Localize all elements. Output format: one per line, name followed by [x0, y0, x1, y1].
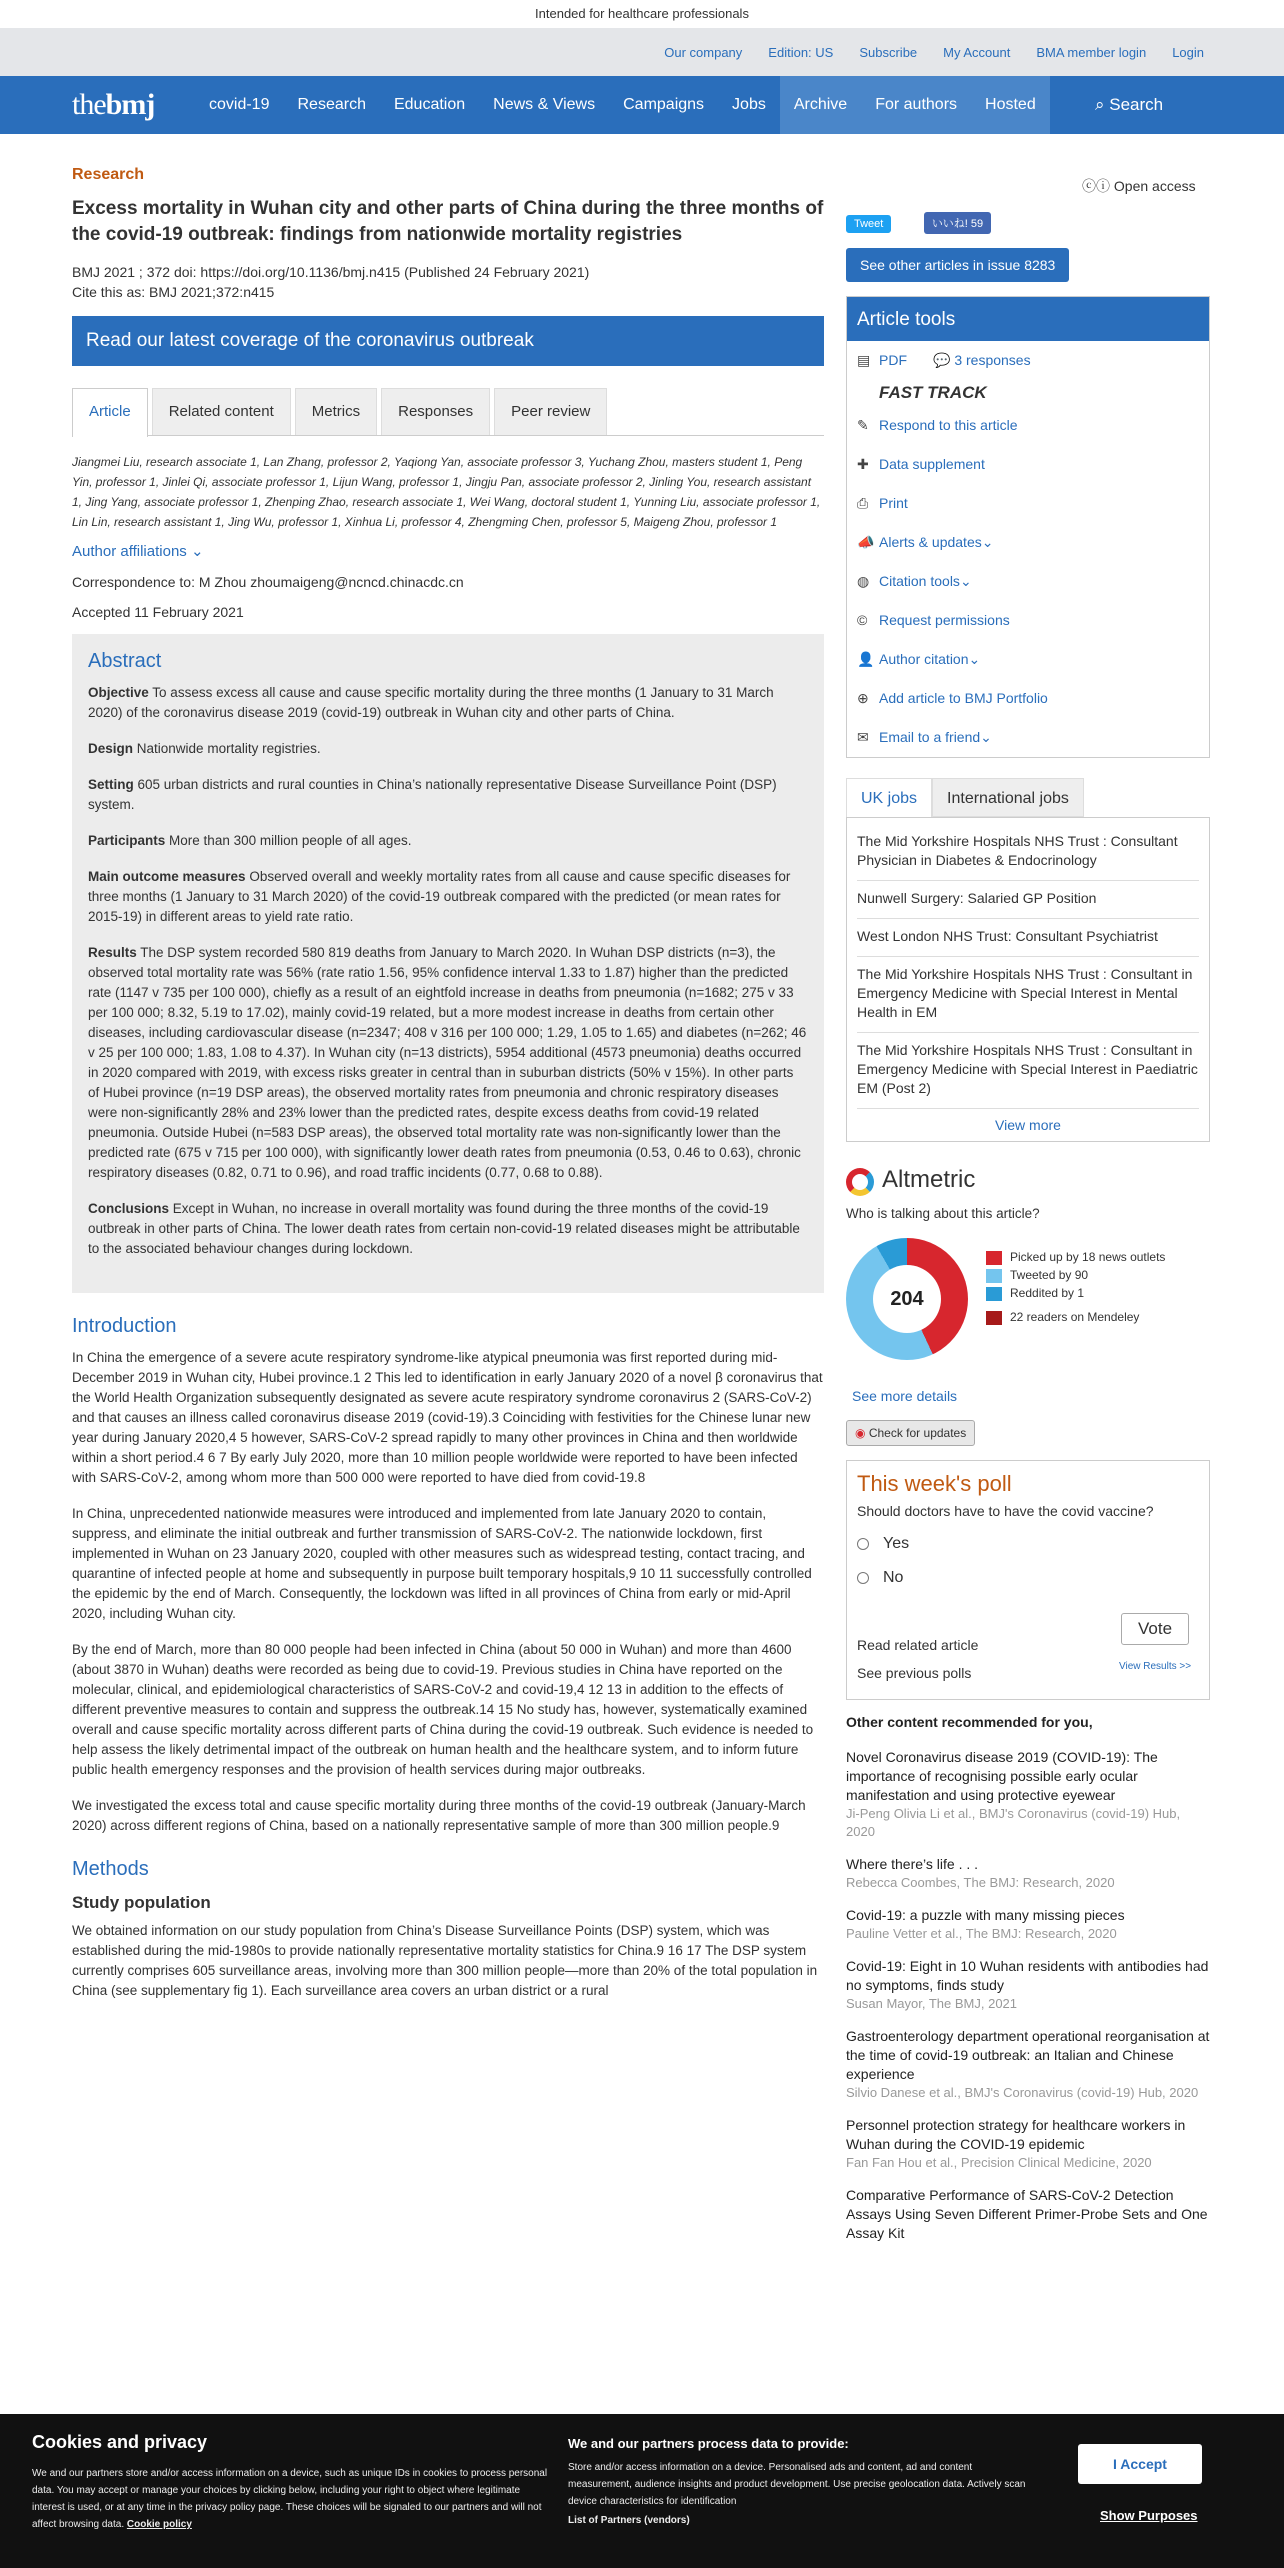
recommended-source: Susan Mayor, The BMJ, 2021 — [846, 1996, 1018, 2011]
recommended-content — [846, 1714, 1210, 2243]
altmetric-widget — [846, 1166, 1210, 1416]
methods-heading: Methods — [72, 1858, 149, 1880]
abstract-box — [72, 634, 824, 1293]
abstract-participants — [88, 831, 808, 851]
abstract-text: 605 urban districts and rural counties in China’s nationally representative Disease Surveillance Point (DSP) system. — [88, 777, 777, 812]
nav-item-news-views[interactable]: News & Views — [493, 96, 596, 113]
altmetric-question: Who is talking about this article? — [846, 1206, 1040, 1221]
recommended-item[interactable] — [846, 2186, 1210, 2243]
recommended-title[interactable]: Where there’s life . . . — [846, 1856, 979, 1872]
poll-option-yes[interactable] — [857, 1535, 1199, 1553]
facebook-like-button[interactable]: いいね! 59 — [924, 212, 991, 234]
abstract-text: More than 300 million people of all ages. — [169, 833, 412, 848]
tool-email-to-a-friend[interactable] — [847, 718, 1209, 757]
coverage-banner[interactable]: Read our latest coverage of the coronavirus outbreak — [72, 316, 824, 366]
plus-icon: ✚ — [857, 456, 869, 472]
correspondence[interactable]: Correspondence to: M Zhou zhoumaigeng@ncncd.chinacdc.cn — [72, 574, 464, 590]
nav-item-jobs[interactable]: Jobs — [732, 96, 766, 113]
tool-label: Author citation — [879, 651, 969, 667]
job-listing[interactable]: West London NHS Trust: Consultant Psychiatrist — [857, 919, 1199, 957]
tab-responses[interactable]: Responses — [381, 388, 490, 435]
tool-label: FAST TRACK — [879, 383, 987, 402]
tool-alerts-updates[interactable] — [847, 523, 1209, 562]
recommended-heading: Other content recommended for you, — [846, 1714, 1093, 1730]
add-circle-icon: ⊕ — [857, 690, 869, 706]
partners-link[interactable]: List of Partners (vendors) — [568, 2515, 690, 2526]
weekly-poll — [846, 1460, 1210, 1700]
abstract-objective — [88, 683, 808, 723]
job-tab-uk-jobs[interactable]: UK jobs — [846, 778, 932, 817]
respond-icon: ✎ — [857, 417, 869, 433]
abstract-label: Results — [88, 945, 137, 960]
print-icon: ⎙ — [857, 495, 869, 511]
recommended-source: Ji-Peng Olivia Li et al., BMJ's Coronavirus (covid-19) Hub, 2020 — [846, 1806, 1181, 1839]
pdf-icon: ▤ — [857, 352, 871, 368]
globe-icon: ◍ — [857, 573, 870, 589]
tool-label: Request permissions — [879, 612, 1010, 628]
email-icon: ✉ — [857, 729, 869, 745]
util-link-bma-member-login[interactable]: BMA member login — [1036, 44, 1147, 60]
abstract-text: Except in Wuhan, no increase in overall mortality was found during the three months of the covid-19 outbreak in other parts of China. The lower death rates from certain non-covid-19 related diseases might be attributable to the associated behaviour changes during lockdown. — [88, 1201, 800, 1256]
recommended-item[interactable] — [846, 1748, 1210, 1841]
cc-icon: ⓒⓘ — [1082, 178, 1110, 194]
nav-item-research[interactable]: Research — [297, 96, 366, 113]
audience-note: Intended for healthcare professionals — [0, 0, 1284, 28]
bmj-logo[interactable]: thebmj — [72, 88, 155, 121]
abstract-label: Participants — [88, 833, 166, 848]
recommended-item[interactable] — [846, 1906, 1210, 1943]
recommended-source: Rebecca Coombes, The BMJ: Research, 2020 — [846, 1875, 1115, 1890]
altmetric-score: 204 — [873, 1265, 941, 1333]
responses-link[interactable] — [933, 341, 1031, 380]
tool-label: Add article to BMJ Portfolio — [879, 690, 1048, 706]
citation-line[interactable]: BMJ 2021 ; 372 doi: https://doi.org/10.1136/bmj.n415 (Published 24 February 2021) — [72, 264, 590, 280]
tool-request-permissions[interactable] — [847, 601, 1209, 640]
tool-label: Citation tools — [879, 573, 960, 589]
tool-respond-to-this-article[interactable] — [847, 406, 1209, 445]
recommended-title[interactable]: Personnel protection strategy for healthcare workers in Wuhan during the COVID-19 epidemic — [846, 2117, 1186, 2152]
abstract-label: Conclusions — [88, 1201, 170, 1216]
check-for-updates-button[interactable]: ◉ Check for updates — [846, 1420, 975, 1446]
tool-print[interactable] — [847, 484, 1209, 523]
tool-author-citation[interactable] — [847, 640, 1209, 679]
util-link-edition-us[interactable]: Edition: US — [768, 44, 834, 60]
issue-articles-button[interactable]: See other articles in issue 8283 — [846, 248, 1069, 282]
tool-citation-tools[interactable] — [847, 562, 1209, 601]
intro-paragraph: In China, unprecedented nationwide measures were introduced and implemented from late January 2020 to contain, suppress, and eliminate the initial outbreak and further transmission of SARS-CoV-2. The nationwide lockdown, first implemented in Wuhan on 23 January 2020, coupled with other measures such as widespread testing, contact tracing, and quarantine of infected people at home and subsequently in purpose built temporary hospitals,9 10 11 successfully controlled the epidemic by the end of March. Consequently, the lockdown was lifted in all provinces of China from early or mid-April 2020, including Wuhan city. — [72, 1506, 812, 1621]
recommended-title[interactable]: Comparative Performance of SARS-CoV-2 Detection Assays Using Seven Different Primer-Probe Sets and One Assay Kit — [846, 2187, 1208, 2241]
accepted-date: Accepted 11 February 2021 — [72, 604, 244, 620]
article-kicker: Research — [72, 166, 145, 183]
tab-metrics[interactable]: Metrics — [295, 388, 377, 435]
nav-item-archive[interactable]: Archive — [780, 76, 861, 134]
search-button[interactable]: ⌕ Search — [1095, 95, 1164, 114]
article-tools-heading: Article tools — [847, 297, 1209, 341]
author-affiliations-toggle[interactable]: Author affiliations ⌄ — [72, 543, 204, 560]
abstract-text: To assess excess all cause and cause specific mortality during the three months (1 January to 31 March 2020) of the coronavirus disease 2019 (covid-19) outbreak in Wuhan city and other parts of China. — [88, 685, 774, 720]
utility-bar — [0, 28, 1284, 76]
abstract-text: Observed overall and weekly mortality rates from all cause and cause specific diseases for three months (1 January to 31 March 2020) of the covid-19 outbreak compared with the predicted (or mean rates for 2015-19) in different areas to yield rate ratio. — [88, 869, 791, 924]
tool-label: Email to a friend — [879, 729, 981, 745]
poll-option-no[interactable] — [857, 1569, 1199, 1587]
job-tab-international-jobs[interactable]: International jobs — [932, 778, 1084, 817]
recommended-title[interactable]: Covid-19: a puzzle with many missing pieces — [846, 1907, 1125, 1923]
tool-pdf[interactable] — [847, 341, 1209, 380]
nav-item-education[interactable]: Education — [393, 96, 466, 113]
cookie-title: Cookies and privacy — [32, 2432, 208, 2452]
show-purposes-link[interactable]: Show Purposes — [1100, 2508, 1198, 2523]
util-link-subscribe[interactable]: Subscribe — [859, 44, 918, 60]
abstract-text: Nationwide mortality registries. — [136, 741, 321, 756]
tool-label: Alerts & updates — [879, 534, 982, 550]
megaphone-icon: 📣 — [857, 534, 875, 550]
open-access-badge: ⓒⓘ Open access — [1082, 178, 1196, 194]
article-column — [72, 160, 824, 2017]
article-tabs — [72, 388, 824, 436]
job-tabs — [846, 778, 1210, 818]
radio-button[interactable] — [857, 1538, 869, 1550]
introduction-heading: Introduction — [72, 1315, 177, 1337]
abstract-label: Objective — [88, 685, 149, 700]
author-list: Jiangmei Liu, research associate 1, Lan Zhang, professor 2, Yaqiong Yan, associate professor 3, Yuchang Zhou, masters student 1, Peng Yin, professor 1, Jinlei Qi, associate professor 1, Lijun Wang, professor 1, Jingju Pan, associate professor 2, Jinling You, research assistant 1, Jing Yang, associate professor 1, Zhenping Zhao, research associate 1, Wei Wang, doctoral student 1, Yunning Liu, associate professor 1, Lin Lin, research assistant 1, Jing Wu, professor 1, Xinhua Li, professor 4, Zhengming Chen, professor 5, Maigeng Zhou, professor 1 — [72, 455, 821, 529]
nav-items — [195, 76, 1050, 134]
twitter-swatch — [986, 1269, 1002, 1283]
abstract-design — [88, 739, 808, 759]
reddit-swatch — [986, 1287, 1002, 1301]
altmetric-donut[interactable] — [846, 1238, 968, 1360]
vote-button[interactable]: Vote — [1121, 1613, 1189, 1645]
cookie-purposes-body: Store and/or access information on a device. Personalised ads and content, ad and content measurement, audience insights and product development. Use precise geolocation data. Actively scan device characteristics for identification — [568, 2462, 1026, 2507]
tab-article[interactable]: Article — [72, 388, 148, 437]
tab-peer-review[interactable]: Peer review — [494, 388, 607, 435]
tool-fast-track[interactable] — [847, 380, 1209, 406]
job-listing[interactable]: The Mid Yorkshire Hospitals NHS Trust : Consultant in Emergency Medicine with Special Interest in Paediatric EM (Post 2) — [857, 1033, 1199, 1109]
abstract-conclusions — [88, 1199, 808, 1259]
recommended-title[interactable]: Gastroenterology department operational reorganisation at the time of covid-19 outbreak: an Italian and Chinese experience — [846, 2028, 1210, 2082]
tool-label: Data supplement — [879, 456, 985, 472]
job-list — [846, 818, 1210, 1142]
cookie-body: We and our partners store and/or access information on a device, such as unique IDs in cookies to process personal data. You may accept or manage your choices by clicking below, including your right to object where legitimate interest is used, or at any time in the privacy policy page. These choices will be signaled to our partners and will not affect browsing data. Cookie policy — [32, 2468, 548, 2530]
tab-related-content[interactable]: Related content — [152, 388, 291, 435]
poll-links — [857, 1631, 978, 1687]
chevron-down-icon: ⌄ — [190, 543, 204, 560]
poll-title: This week's poll — [857, 1471, 1012, 1496]
abstract-main-outcome-measures — [88, 867, 808, 927]
recommended-source: Pauline Vetter et al., The BMJ: Research, 2020 — [846, 1926, 1117, 1941]
poll-option-label: No — [883, 1569, 904, 1586]
nav-item-campaigns[interactable]: Campaigns — [623, 96, 705, 113]
abstract-text: The DSP system recorded 580 819 deaths from January to March 2020. In Wuhan DSP districts (n=3), the observed total mortality rate was 56% (rate ratio 1.56, 95% confidence interval 1.33 to 1.87) higher than the predicted rate (1147 v 735 per 100 000), chiefly as a result of an eightfold increase in deaths from pneumonia (n=1682; 275 v 33 per 100 000; 8.32, 5.19 to 17.02), mainly covid-19 related, but a more modest increase in deaths from certain other diseases, including cardiovascular disease (n=2347; 408 v 316 per 100 000; 1.29, 1.05 to 1.65) and diabetes (n=262; 46 v 25 per 100 000; 1.83, 1.08 to 4.37). In Wuhan city (n=13 districts), 5954 additional (4573 pneumonia) deaths occurred in 2020 compared with 2019, with excess risks greater in central than in suburban districts (50% v 15%). In other parts of Hubei province (n=19 DSP areas), the observed mortality rates from pneumonia and chronic respiratory diseases were non-significantly 28% and 23% lower than the predicted rates, despite excess deaths from covid-19 related pneumonia. Outside Hubei (n=583 DSP areas), the observed total mortality rate was non-significantly lower than the predicted rate (675 v 715 per 100 000), with significantly lower death rates from pneumonia (0.53, 0.46 to 0.63), chronic respiratory diseases (0.82, 0.71 to 0.96), and road traffic incidents (0.77, 0.68 to 0.88). — [88, 945, 807, 1180]
intro-paragraph: In China the emergence of a severe acute respiratory syndrome-like atypical pneumonia was first reported during mid-December 2019 in Wuhan city, Hubei province.1 2 This led to identification in early January 2020 of a novel β coronavirus that the World Health Organization subsequently designated as severe acute respiratory syndrome coronavirus 2 (SARS-CoV-2) and that causes an illness called coronavirus disease 2019 (covid-19).3 Coinciding with festivities for the Chinese lunar new year during January 2020,4 5 however, SARS-CoV-2 spread rapidly to many other provinces in China and then worldwide within a short period.4 6 7 By early July 2020, more than 10 million people worldwide were reported to have been infected with SARS-CoV-2, among whom more than 500 000 were reported to have died from covid-19.8 — [72, 1350, 823, 1485]
introduction-section — [72, 1315, 824, 2001]
altmetric-legend: Picked up by 18 news outlets Tweeted by 90 Reddited by 1 22 readers on Mendeley — [986, 1248, 1165, 1326]
previous-polls-link[interactable]: See previous polls — [857, 1665, 972, 1681]
recommended-item[interactable] — [846, 1957, 1210, 2013]
recommended-title[interactable]: Novel Coronavirus disease 2019 (COVID-19): The importance of recognising possible early ocular manifestation and using protective eyewear — [846, 1749, 1158, 1803]
tool-data-supplement[interactable] — [847, 445, 1209, 484]
util-link-my-account[interactable]: My Account — [943, 44, 1011, 60]
tool-label: PDF — [879, 352, 907, 368]
cookie-policy-link[interactable]: Cookie policy — [126, 2519, 192, 2530]
altmetric-title: Altmetric — [882, 1166, 976, 1193]
abstract-label: Design — [88, 741, 134, 756]
article-title: Excess mortality in Wuhan city and other parts of China during the three months of the covid-19 outbreak: findings from nationwide mortality registries — [72, 198, 824, 245]
sidebar — [846, 160, 1210, 2257]
chevron-down-icon: ⌄ — [980, 729, 992, 745]
recommended-item[interactable] — [846, 2116, 1210, 2172]
radio-button[interactable] — [857, 1572, 869, 1584]
tweet-button[interactable]: Tweet — [846, 215, 891, 233]
article-tools — [846, 296, 1210, 758]
poll-option-label: Yes — [883, 1535, 910, 1552]
crossmark-icon: ◉ — [855, 1426, 866, 1440]
intro-paragraph: We investigated the excess total and cause specific mortality during three months of the covid-19 outbreak (January-March 2020) across different regions of China, based on a nationally representative sample of more than 300 million people.9 — [72, 1798, 806, 1833]
article-meta — [72, 262, 824, 302]
accept-cookies-button[interactable]: I Accept — [1078, 2444, 1202, 2484]
study-population-heading: Study population — [72, 1893, 211, 1912]
methods-paragraph: We obtained information on our study population from China’s Disease Surveillance Points (DSP) system, which was established during the mid-1980s to provide nationally representative mortality statistics for China.9 16 17 The DSP system currently comprises 605 surveillance areas, involving more than 300 million people—more than 20% of the total population in China (see supplementary fig 1). Each surveillance area covers an urban district or a rural — [72, 1923, 818, 1998]
util-link-our-company[interactable]: Our company — [664, 44, 743, 60]
altmetric-details-link[interactable]: See more details — [852, 1388, 958, 1404]
user-icon: 👤 — [857, 651, 875, 667]
view-more-jobs[interactable]: View more — [995, 1117, 1061, 1133]
tool-label: Respond to this article — [879, 417, 1018, 433]
util-link-login[interactable]: Login — [1172, 44, 1204, 60]
abstract-heading: Abstract — [88, 650, 162, 672]
news-swatch — [986, 1251, 1002, 1265]
chevron-down-icon: ⌄ — [968, 651, 981, 667]
recommended-title[interactable]: Covid-19: Eight in 10 Wuhan residents with antibodies had no symptoms, finds study — [846, 1958, 1209, 1993]
recommended-item[interactable] — [846, 2027, 1210, 2102]
cookie-purposes-title: We and our partners process data to provide: — [568, 2436, 849, 2451]
job-listing[interactable]: The Mid Yorkshire Hospitals NHS Trust : Consultant Physician in Diabetes & Endocrinology — [857, 824, 1199, 881]
nav-item-for-authors[interactable]: For authors — [861, 76, 971, 134]
cite-as: Cite this as: BMJ 2021;372:n415 — [72, 284, 275, 300]
poll-question: Should doctors have to have the covid vaccine? — [857, 1503, 1154, 1519]
abstract-setting — [88, 775, 808, 815]
recommended-source: Fan Fan Hou et al., Precision Clinical Medicine, 2020 — [846, 2155, 1152, 2170]
mendeley-swatch — [986, 1311, 1002, 1325]
job-listing[interactable]: The Mid Yorkshire Hospitals NHS Trust : Consultant in Emergency Medicine with Special Interest in Mental Health in EM — [857, 957, 1199, 1033]
abstract-label: Setting — [88, 777, 134, 792]
utility-links — [664, 28, 1204, 76]
chevron-down-icon: ⌄ — [981, 534, 994, 550]
altmetric-logo-icon — [846, 1168, 874, 1196]
abstract-label: Main outcome measures — [88, 869, 246, 884]
tool-add-article-to-bmj-portfolio[interactable] — [847, 679, 1209, 718]
job-listing[interactable]: Nunwell Surgery: Salaried GP Position — [857, 881, 1199, 919]
comment-icon: 💬 — [933, 352, 955, 368]
cookie-banner — [0, 2414, 1284, 2568]
tool-label: Print — [879, 495, 908, 511]
intro-paragraph: By the end of March, more than 80 000 people had been infected in China (about 50 000 in Wuhan) and more than 4600 (about 3870 in Wuhan) deaths were recorded as being due to covid-19. Previous studies in China have reported on the molecular, clinical, and epidemiological characteristics of SARS-CoV-2 and covid-19,4 12 13 in addition to the effects of different preventive measures to contain and suppress the outbreak.14 15 No study has, however, systematically examined overall and cause specific mortality across different parts of China during the covid-19 outbreak. Such evidence is needed to help assess the likely detrimental impact of the outbreak on human health and the healthcare system, and to inform future public health emergency responses and the provision of health services during major outbreaks. — [72, 1642, 814, 1777]
abstract-results — [88, 943, 808, 1183]
chevron-down-icon: ⌄ — [959, 573, 972, 589]
main-nav — [0, 76, 1284, 134]
recommended-item[interactable] — [846, 1855, 1210, 1892]
read-related-link[interactable]: Read related article — [857, 1637, 979, 1653]
view-results-link[interactable]: View Results >> — [1119, 1661, 1192, 1672]
nav-item-hosted[interactable]: Hosted — [971, 76, 1050, 134]
copyright-icon: © — [857, 612, 868, 628]
recommended-source: Silvio Danese et al., BMJ's Coronavirus (covid-19) Hub, 2020 — [846, 2085, 1199, 2100]
nav-item-covid-19[interactable]: covid-19 — [209, 96, 270, 113]
search-icon: ⌕ — [1095, 95, 1105, 114]
responses-count: 3 responses — [954, 352, 1031, 368]
